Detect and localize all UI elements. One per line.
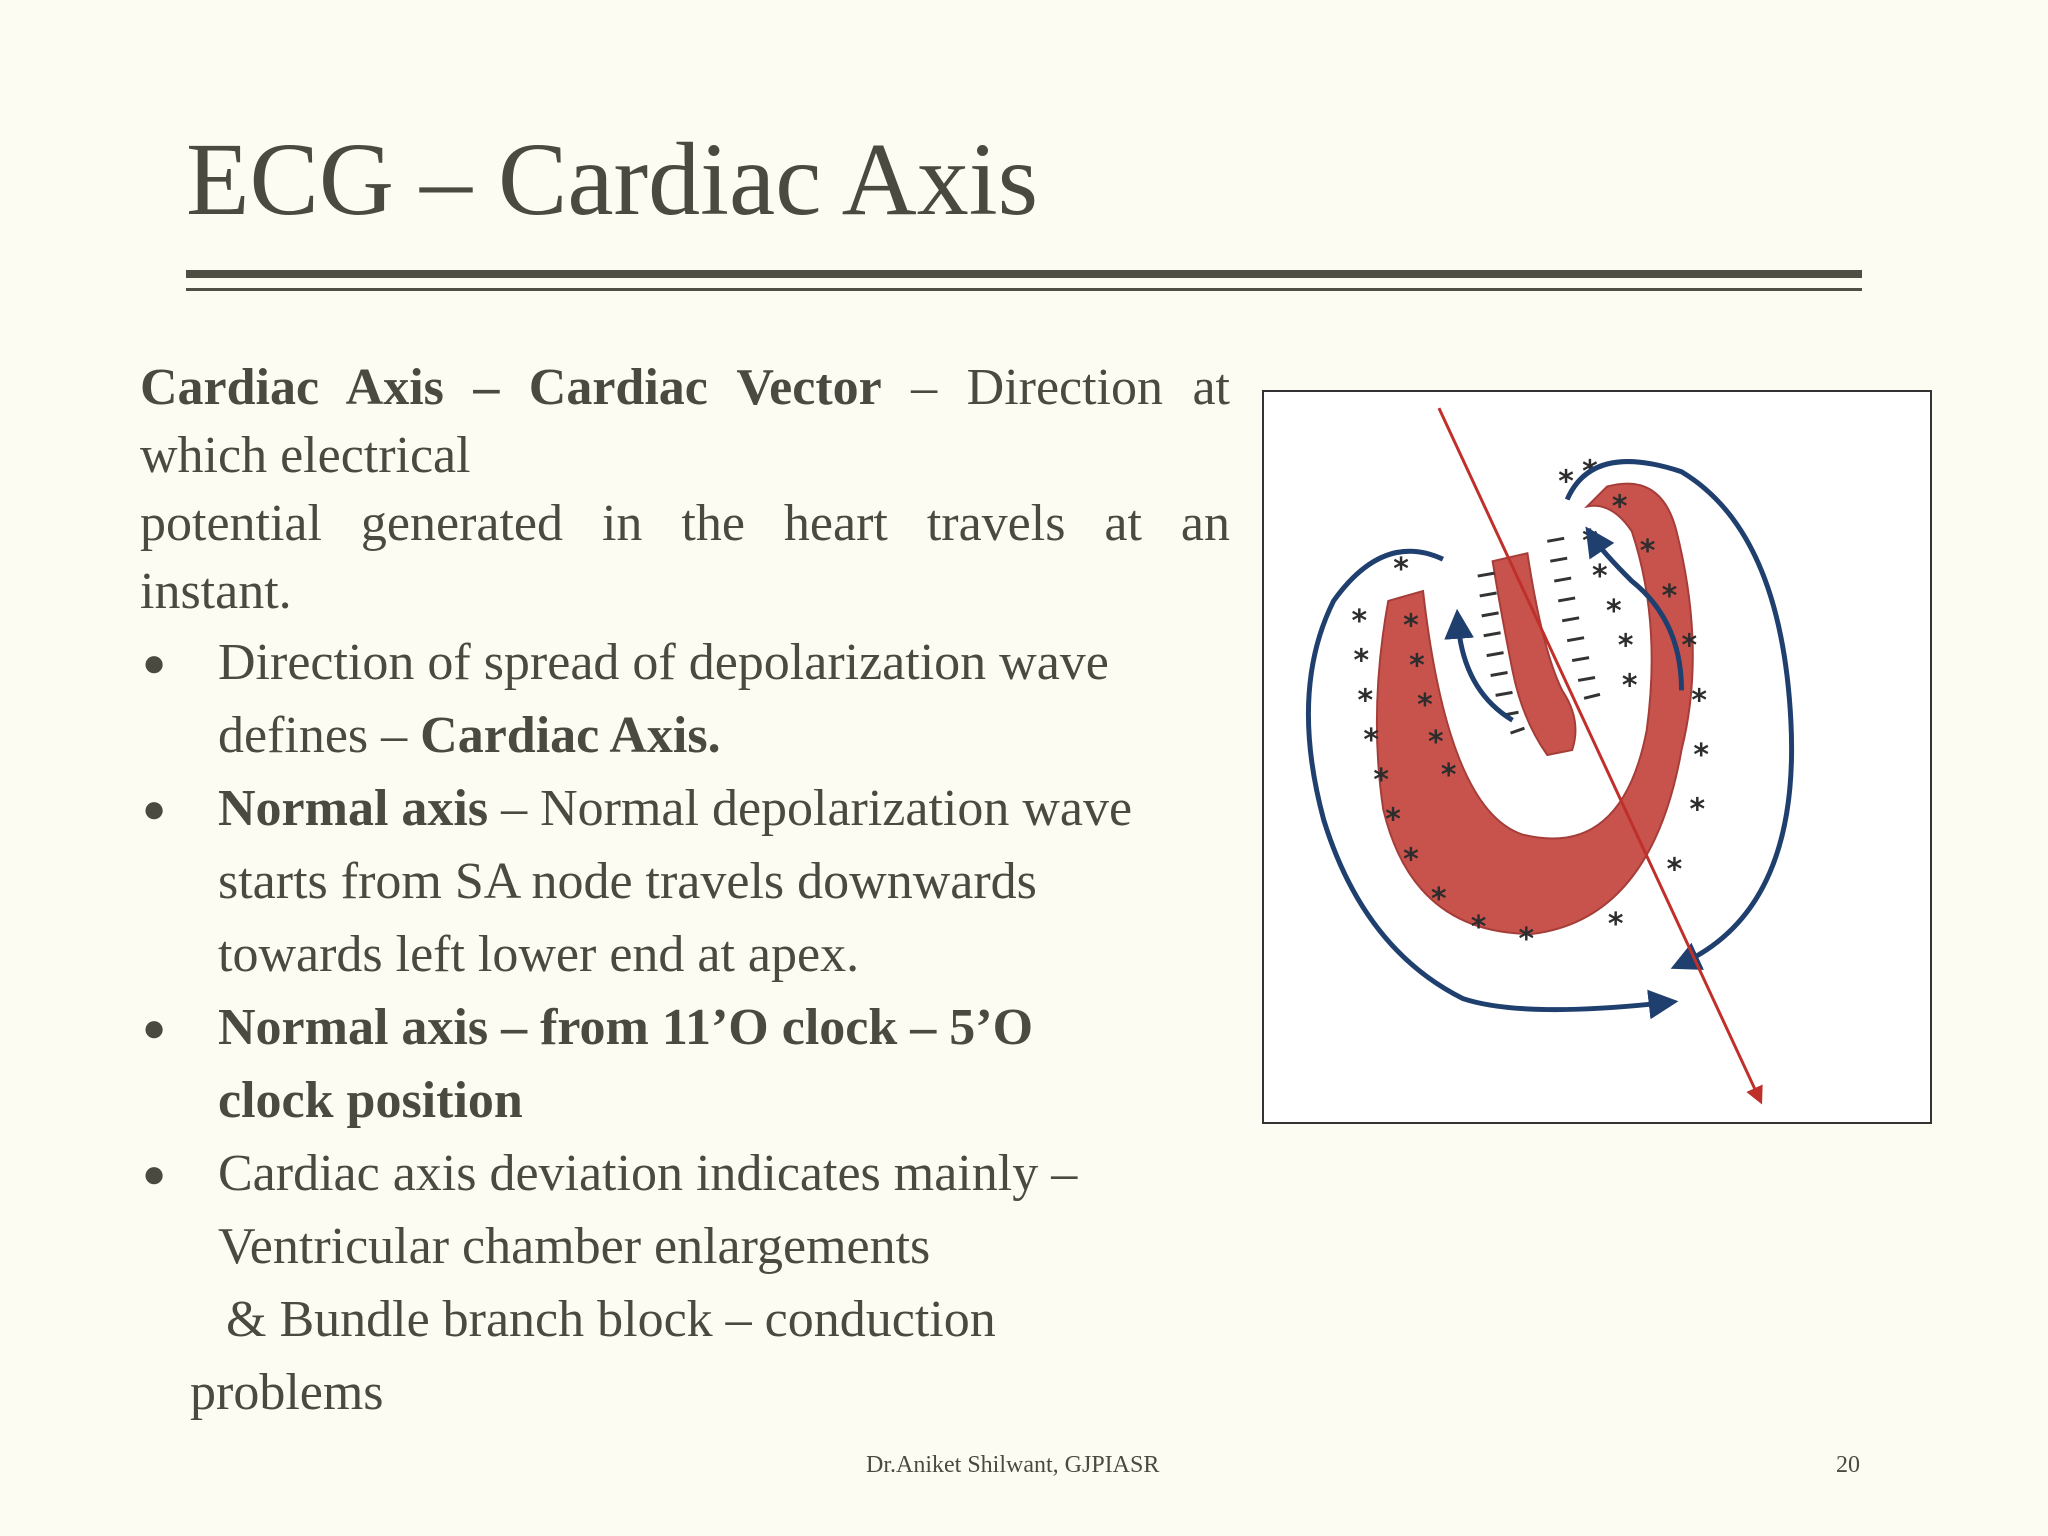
svg-text:*: * <box>1403 608 1419 644</box>
svg-text:*: * <box>1592 559 1608 595</box>
svg-text:*: * <box>1605 593 1622 629</box>
bullet-3-line-1: Normal axis – from 11’O clock – 5’O <box>218 999 1034 1056</box>
intro-line-2: which electrical <box>140 427 471 484</box>
svg-text:*: * <box>1621 668 1638 704</box>
svg-text:*: * <box>1357 683 1374 719</box>
svg-text:*: * <box>1558 464 1574 500</box>
bullet-list <box>140 626 1230 1429</box>
svg-text:*: * <box>1385 802 1401 838</box>
bullet-4-line-2: Ventricular chamber enlargements <box>218 1218 931 1275</box>
svg-text:*: * <box>1417 688 1433 724</box>
svg-text:*: * <box>1363 723 1379 759</box>
intro-line-4: instant. <box>140 563 292 620</box>
svg-text:*: * <box>1693 737 1710 773</box>
intro-line-1 <box>140 354 1230 422</box>
intro-bold-term: Cardiac Axis – Cardiac Vector <box>140 359 882 416</box>
svg-text:*: * <box>1582 454 1598 490</box>
bullet-2-line-1 <box>218 772 1230 845</box>
svg-text:*: * <box>1470 909 1487 945</box>
intro-paragraph <box>140 354 1230 626</box>
slide-title: ECG – Cardiac Axis <box>186 122 1039 237</box>
bullet-1-line-1: Direction of spread of depolarization wave <box>218 634 1109 691</box>
svg-text:*: * <box>1393 552 1409 588</box>
bullet-item-normal-axis <box>140 772 1230 991</box>
svg-text:*: * <box>1430 882 1447 918</box>
bullet-2-bold: Normal axis <box>218 780 489 837</box>
intro-line-3: potential generated in the heart travels at an <box>140 495 1230 552</box>
svg-text:*: * <box>1403 842 1419 878</box>
svg-text:*: * <box>1666 852 1683 888</box>
svg-text:*: * <box>1373 762 1389 798</box>
heart-vector-diagram <box>1264 392 1930 1122</box>
svg-text:*: * <box>1353 643 1370 679</box>
bullet-2-line-2: starts from SA node travels downwards <box>218 853 1037 910</box>
bullet-1-bold: Cardiac Axis. <box>420 707 721 764</box>
bullet-dot: ● <box>142 1151 167 1196</box>
slide-body <box>140 354 1230 1429</box>
svg-text:*: * <box>1409 648 1425 684</box>
svg-text:*: * <box>1691 683 1708 719</box>
title-rule-thin <box>186 288 1862 291</box>
bullet-2-rest: – Normal depolarization wave <box>488 780 1133 837</box>
svg-text:*: * <box>1617 628 1634 664</box>
svg-text:*: * <box>1518 921 1535 957</box>
bullet-3-line-2: clock position <box>218 1072 523 1129</box>
cardiac-axis-line <box>1439 408 1759 1098</box>
bullet-1-line-2 <box>218 699 1230 772</box>
svg-text:*: * <box>1607 906 1624 942</box>
bullet-dot: ● <box>142 786 167 831</box>
svg-text:*: * <box>1440 757 1457 793</box>
intro-line-1-rest: – Direction at <box>881 359 1230 416</box>
cardiac-axis-figure <box>1262 390 1932 1124</box>
bullet-4-line-3: & Bundle branch block – conduction <box>226 1291 996 1348</box>
svg-text:*: * <box>1681 628 1698 664</box>
bullet-4-line-1: Cardiac axis deviation indicates mainly – <box>218 1145 1078 1202</box>
bullet-dot: ● <box>142 640 167 685</box>
footer-author: Dr.Aniket Shilwant, GJPIASR <box>866 1452 1160 1478</box>
svg-text:*: * <box>1611 489 1628 525</box>
svg-text:*: * <box>1661 578 1678 614</box>
title-rule-thick <box>186 270 1862 278</box>
bullet-item-clock-position <box>140 991 1230 1137</box>
page-number: 20 <box>1836 1452 1860 1478</box>
svg-text:*: * <box>1428 725 1444 761</box>
septum-muscle-shape <box>1493 553 1576 755</box>
svg-text:*: * <box>1689 792 1706 828</box>
bullet-1-prefix: defines – <box>218 707 421 764</box>
svg-text:*: * <box>1639 534 1656 570</box>
bullet-dot: ● <box>142 1005 167 1050</box>
svg-text:*: * <box>1351 603 1368 639</box>
bullet-4-line-4: problems <box>190 1364 384 1421</box>
bullet-2-line-3: towards left lower end at apex. <box>218 926 860 983</box>
svg-text:*: * <box>1582 524 1598 560</box>
bullet-item-axis-deviation <box>140 1137 1230 1429</box>
bullet-item-depolarization <box>140 626 1230 772</box>
